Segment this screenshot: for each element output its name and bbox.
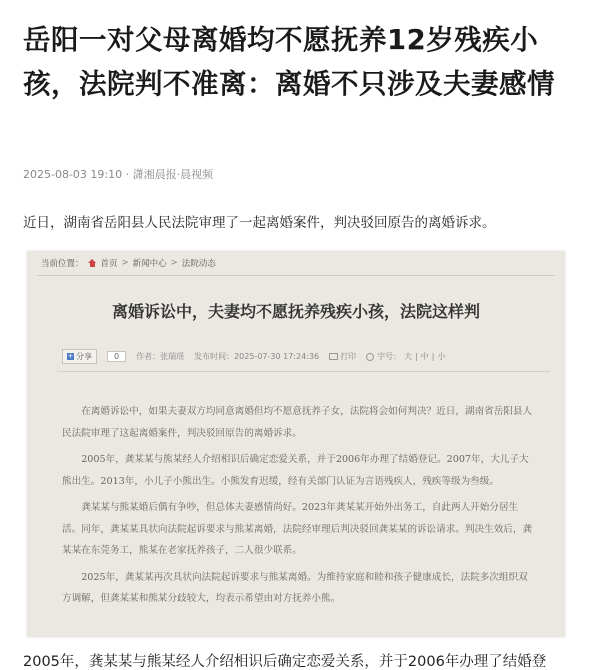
font-size-divider: | — [431, 352, 435, 361]
font-size-medium[interactable]: 中 — [420, 352, 429, 361]
font-size-label: 字号： — [377, 352, 402, 361]
breadcrumb-separator: > — [121, 258, 129, 268]
article-toolbar — [62, 349, 545, 364]
body-paragraph: 在离婚诉讼中，如果夫妻双方均同意离婚但均不愿意抚养子女，法院将会如何判决？近日，湖南省岳阳县人民法院审理了这起离婚案件，判决驳回原告的离婚诉求。 — [62, 406, 533, 439]
screenshot-body — [62, 401, 537, 615]
screenshot-article-title: 离婚诉讼中，夫妻均不愿抚养残疾小孩，法院这样判 — [111, 302, 480, 321]
font-size-divider: | — [415, 352, 418, 361]
breadcrumb-divider — [37, 275, 555, 276]
meta-separator: · — [125, 168, 133, 181]
home-icon — [88, 259, 97, 267]
breadcrumb — [41, 257, 216, 269]
article-body-paragraph: 2005年，龚某某与熊某经人介绍相识后确定恋爱关系，并于2006年办理了结婚登 — [23, 654, 547, 670]
share-button[interactable] — [62, 349, 97, 364]
article-intro: 近日，湖南省岳阳县人民法院审理了一起离婚案件，判决驳回原告的离婚诉求。 — [23, 215, 496, 231]
printer-icon — [329, 353, 338, 360]
article-meta — [23, 166, 213, 182]
toolbar-divider — [57, 371, 550, 372]
body-paragraph: 龚某某与熊某婚后偶有争吵，但总体夫妻感情尚好。2023年龚某某开始外出务工，自此两人开始分居生活。同年，龚某某具状向法院起诉要求与熊某离婚，法院经审理后判决驳回龚某某的诉讼请求。判决生效后，龚某某在东莞务工，熊某在老家抚养孩子，二人很少联系。 — [62, 502, 533, 556]
embedded-screenshot — [27, 251, 565, 637]
article-source[interactable]: 潇湘晨报·晨视频 — [132, 168, 214, 181]
print-button[interactable] — [329, 351, 356, 362]
font-size-control — [366, 351, 445, 362]
body-paragraph: 2005年，龚某某与熊某经人介绍相识后确定恋爱关系，并于2006年办理了结婚登记。2007年，大儿子大熊出生。2013年，小儿子小熊出生。小熊发育迟缓，经有关部门认证为言语残疾人，残疾等级为叁级。 — [62, 454, 529, 487]
plus-icon: + — [67, 352, 74, 360]
breadcrumb-label: 当前位置： — [41, 259, 84, 269]
body-paragraph: 2025年，龚某某再次具状向法院起诉要求与熊某离婚。为维持家庭和睦和孩子健康成长，法院多次组织双方调解，但龚某某和熊某分歧较大，均表示希望由对方抚养小熊。 — [62, 571, 528, 604]
share-count: 0 — [107, 351, 126, 362]
print-label: 打印 — [340, 352, 357, 361]
publish-date: 2025-08-03 19:10 — [23, 168, 123, 181]
breadcrumb-item-news[interactable]: 新闻中心 — [132, 259, 167, 269]
author: 作者：张瑞瑶 — [136, 352, 185, 361]
share-label: 分享 — [76, 352, 92, 361]
article-title: 岳阳一对父母离婚均不愿抚养12岁残疾小孩，法院判不准离：离婚不只涉及夫妻感情 — [23, 24, 555, 100]
breadcrumb-item-home[interactable]: 首页 — [100, 259, 118, 269]
publish-time: 发布时间：2025-07-30 17:24:36 — [194, 352, 320, 361]
breadcrumb-item-court[interactable]: 法院动态 — [181, 259, 216, 269]
breadcrumb-separator: > — [170, 258, 178, 268]
font-size-large[interactable]: 大 — [404, 352, 413, 361]
font-size-small[interactable]: 小 — [437, 352, 446, 361]
font-size-icon — [366, 353, 374, 361]
